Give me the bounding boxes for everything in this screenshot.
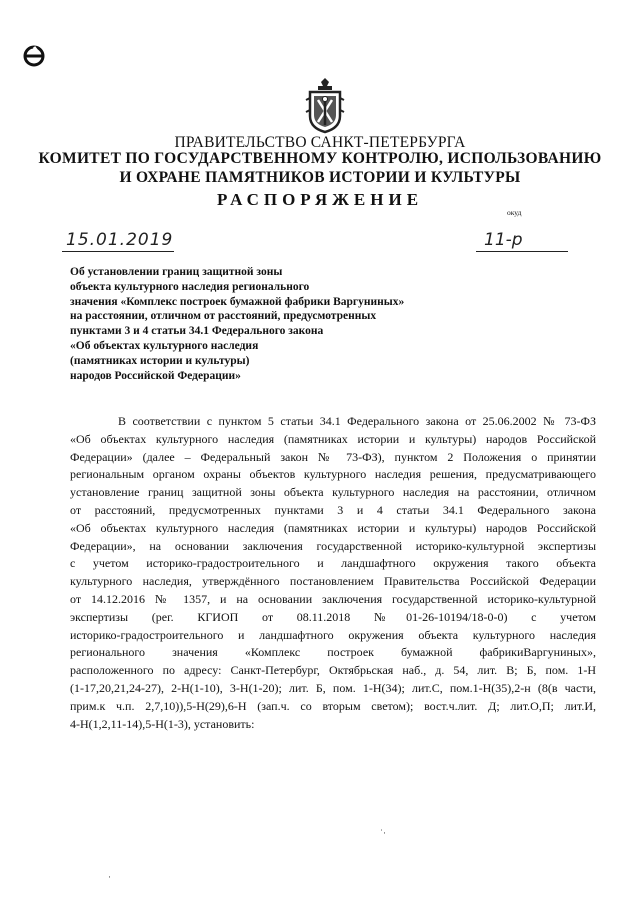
body-line: культурного наследия, утверждённого постановлением Правительства Российской Федерации	[70, 574, 596, 589]
committee-title-line-1: КОМИТЕТ ПО ГОСУДАРСТВЕННОМУ КОНТРОЛЮ, ИСПОЛЬЗОВАНИЮ	[38, 150, 602, 167]
circular-stamp-icon	[22, 44, 46, 68]
handwritten-date: 15.01.2019	[66, 230, 174, 250]
subject-line: на расстоянии, отличном от расстояний, предусмотренных	[70, 310, 377, 323]
scan-speck: ·	[108, 872, 111, 882]
subject-block	[70, 265, 490, 383]
subject-line: пунктами 3 и 4 статьи 34.1 Федерального закона	[70, 325, 324, 338]
subject-line: народов Российской Федерации»	[70, 369, 241, 382]
body-line: региональным органом охраны объектов культурного наследия решения, предусматривающего	[70, 467, 596, 482]
handwritten-order-number: 11-р	[484, 230, 523, 250]
scan-speck: ˙·	[380, 828, 386, 838]
number-underline	[476, 251, 568, 252]
body-line: «Об объектах культурного наследия (памятниках истории и культуры) народов Российской	[70, 520, 596, 535]
body-line: от расстояний, предусмотренных пунктами 3 и 4 статьи 34.1 Федерального закона	[70, 502, 596, 517]
subject-line: «Об объектах культурного наследия	[70, 339, 259, 352]
body-paragraph	[70, 413, 596, 733]
body-line: с учетом историко-градостроительного и ландшафтного окружения такого объекта	[70, 556, 596, 571]
body-line: Федерации», на основании заключения государственной историко-культурной экспертизы	[70, 538, 596, 553]
subject-line: объекта культурного наследия регионального	[70, 280, 310, 293]
body-line: «Об объектах культурного наследия (памятниках истории и культуры) народов Российской	[70, 431, 596, 446]
body-line: расположенного по адресу: Санкт-Петербург, Октябрьская наб., д. 54, лит. В; Б, пом. 1-Н	[70, 663, 596, 678]
subject-line: значения «Комплекс построек бумажной фабрики Варгуниных»	[70, 295, 405, 308]
subject-line: Об установлении границ защитной зоны	[70, 266, 283, 278]
body-line: Федерации» (далее – Федеральный закон № 73-ФЗ), пунктом 2 Положения о принятии	[70, 449, 596, 464]
coat-of-arms-icon	[304, 78, 346, 134]
body-line: историко-градостроительного и ландшафтного окружения объекта культурного наследия	[70, 627, 596, 642]
body-line: экспертизы (рег. КГИОП от 08.11.2018 №01-26-10194/18-0-0) с учетом	[70, 609, 596, 624]
government-title: ПРАВИТЕЛЬСТВО САНКТ-ПЕТЕРБУРГА	[174, 134, 466, 151]
date-underline	[62, 251, 174, 252]
body-line: прим.к ч.п. 2,7,10)),5-Н(29),6-Н (зап.ч. со вторым светом); вост.ч.лит. Д; лит.О,П; лит.И,	[70, 698, 596, 713]
body-line: от 14.12.2016 № 1357, и на основании заключения государственной историко-культурной	[70, 591, 596, 606]
body-line: регионального значения «Комплекс построек бумажной фабрикиВаргуниных»,	[70, 645, 596, 660]
committee-title-line-2: И ОХРАНЕ ПАМЯТНИКОВ ИСТОРИИ И КУЛЬТУРЫ	[119, 169, 521, 186]
body-line: В соответствии с пунктом 5 статьи 34.1 Федерального закона от 25.06.2002 № 73-ФЗ	[118, 414, 596, 428]
body-line: 4-Н(1,2,11-14),5-Н(1-3), установить:	[70, 716, 255, 731]
subject-line: (памятниках истории и культуры)	[70, 354, 250, 367]
okud-label: окуд	[507, 208, 522, 217]
body-line: (1-17,20,21,24-27), 2-Н(1-10), 3-Н(1-20); лит. Б, пом. 1-Н(34); лит.С, пом.1-Н(35),2-н (8(в части,	[70, 680, 596, 695]
document-type-heading: РАСПОРЯЖЕНИЕ	[216, 190, 424, 209]
body-line: установление границ защитной зоны объекта культурного наследия на расстоянии, отличном	[70, 485, 596, 500]
